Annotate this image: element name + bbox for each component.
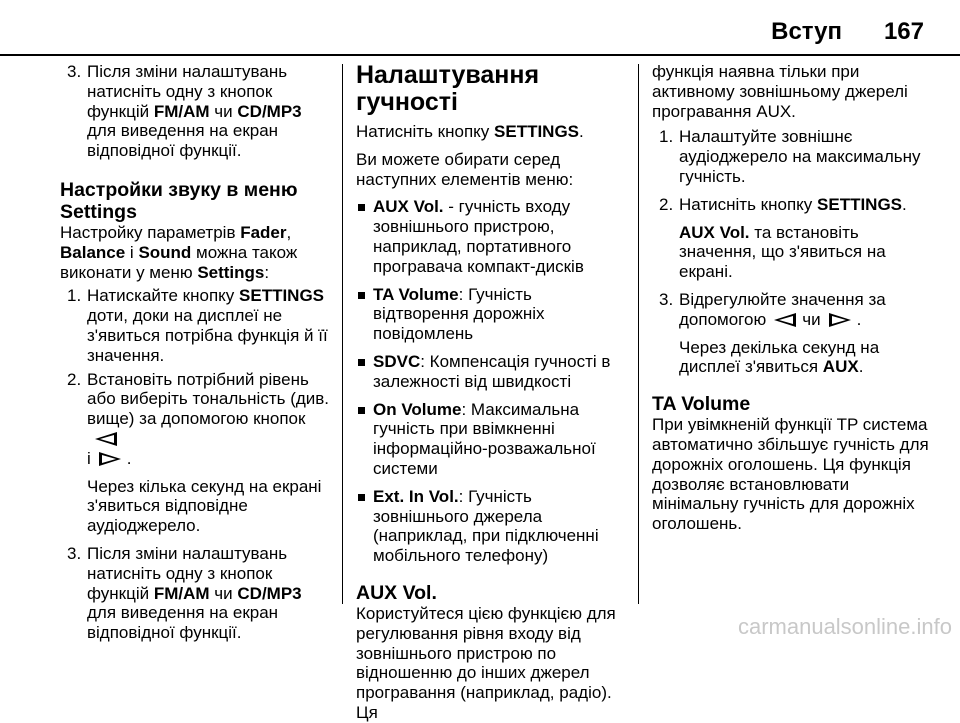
- item-text: для виведення на екран відповідної функції.: [87, 603, 279, 643]
- paragraph: [652, 338, 932, 378]
- bullet-square-icon: [358, 494, 365, 501]
- menu-item-label: SDVC: [373, 351, 421, 371]
- paragraph: Через кілька секунд на екрані з'явиться відповідне аудіоджерело.: [87, 476, 322, 536]
- fader-label: Fader: [240, 222, 287, 242]
- paragraph: [652, 223, 932, 282]
- settings-button-label: SETTINGS: [494, 122, 580, 141]
- item-text: : Компенсація гучності в залежності від швидкості: [373, 351, 611, 391]
- text: Натисніть кнопку: [356, 122, 495, 141]
- item-text: .: [856, 309, 862, 329]
- header-rule: [0, 54, 960, 56]
- item-text: Натискайте кнопку: [87, 286, 240, 306]
- item-text: Після зміни налаштувань натисніть одну з кнопок функцій: [87, 543, 288, 603]
- list-number: 2.: [659, 194, 674, 214]
- item-text: : Гучність відтворення дорожніх повідомлень: [373, 284, 545, 344]
- page-title: Вступ: [771, 18, 842, 45]
- menu-item-label: Ext. In Vol.: [373, 486, 459, 506]
- column-divider: [342, 64, 343, 604]
- triangle-right-icon: [99, 452, 121, 466]
- triangle-right-icon: [829, 313, 851, 327]
- item-text: чи: [209, 583, 238, 603]
- item-text: : Гучність зовнішнього джерела (наприклад, при підключенні мобільного телефону): [373, 486, 599, 566]
- item-text: чи: [209, 101, 238, 121]
- cdmp3-button-label: CD/MP3: [237, 583, 302, 603]
- paragraph: При увімкненій функції TP система автоматично збільшує гучність для дорожніх оголошень. Ця функція дозволяє встановлювати мінімальну гучність для дорожніх оголошень.: [652, 415, 929, 534]
- menu-item-label: On Volume: [373, 399, 462, 419]
- section-heading: Налаштування гучності: [356, 61, 540, 116]
- column-right: [652, 62, 932, 534]
- list-item: [652, 195, 932, 215]
- paragraph: Користуйтеся цією функцією для регулювання рівня входу від зовнішнього пристрою по відношенню до інших джерел програвання (наприклад, радіо). Ця: [356, 603, 616, 722]
- item-text: : Максимальна гучність при ввімкненні інформаційно-розважальної системи: [373, 399, 596, 478]
- page-header: [0, 0, 960, 56]
- item-text: Після зміни налаштувань натисніть одну з кнопок функцій: [87, 62, 288, 121]
- item-text: Встановіть потрібний рівень або виберіть тональність (див. вище) за допомогою кнопок: [87, 369, 330, 429]
- section-heading: AUX Vol.: [356, 581, 437, 604]
- item-text: Налаштуйте зовнішнє аудіоджерело на максимальну гучність.: [679, 127, 921, 186]
- list-item: [652, 290, 932, 330]
- list-number: 3.: [67, 543, 82, 563]
- page-number: 167: [883, 18, 924, 45]
- text: можна також виконати у меню: [60, 242, 298, 282]
- bullet-square-icon: [358, 359, 365, 366]
- item-text: чи: [802, 309, 821, 329]
- bullet-square-icon: [358, 204, 365, 211]
- section-heading: TA Volume: [652, 393, 751, 416]
- item-text: Натисніть кнопку: [679, 194, 818, 214]
- item-text: Через декілька секунд на дисплеї з'явиться: [679, 337, 880, 377]
- bullet-item: [356, 197, 626, 276]
- bullet-item: [356, 487, 626, 566]
- paragraph: [60, 223, 330, 282]
- item-text: .: [858, 357, 864, 377]
- list-number: 1.: [67, 286, 82, 306]
- item-text: - гучність входу зовнішнього пристрою, наприклад, портативного програвача компакт-дисків: [373, 197, 584, 276]
- bullet-square-icon: [358, 292, 365, 299]
- sound-label: Sound: [138, 242, 192, 262]
- text: ,: [286, 222, 292, 242]
- menu-item-label: AUX Vol.: [373, 197, 444, 217]
- item-text: та встановіть значення, що з'явиться на екрані.: [679, 222, 886, 282]
- list-number: 3.: [659, 289, 674, 309]
- text: .: [579, 122, 584, 141]
- item-text: .: [126, 448, 132, 468]
- paragraph: [356, 122, 626, 142]
- fmam-button-label: FM/AM: [153, 101, 210, 121]
- watermark-text: carmanualsonline.info: [737, 614, 952, 639]
- column-middle: [356, 62, 626, 723]
- list-number: 1.: [659, 127, 674, 147]
- item-text: .: [902, 194, 907, 214]
- item-text: і: [87, 448, 91, 468]
- column-divider: [638, 64, 639, 604]
- settings-label: Settings: [197, 262, 265, 282]
- settings-button-label: SETTINGS: [817, 194, 903, 214]
- bullet-item: [356, 352, 626, 392]
- paragraph: Ви можете обирати серед наступних елементів меню:: [356, 149, 574, 189]
- bullet-square-icon: [358, 407, 365, 414]
- bullet-item: [356, 285, 626, 344]
- column-left: [60, 62, 330, 643]
- item-text: Відрегулюйте значення за допомогою: [679, 289, 886, 329]
- section-heading: Настройки звуку в меню Settings: [60, 178, 298, 223]
- text: Настройку параметрів: [60, 222, 241, 242]
- balance-label: Balance: [60, 242, 126, 262]
- aux-label: AUX: [822, 357, 859, 377]
- text: :: [264, 262, 270, 282]
- list-item: [652, 127, 932, 186]
- cdmp3-button-label: CD/MP3: [237, 101, 302, 121]
- list-item: [60, 286, 330, 365]
- list-number: 3.: [67, 62, 82, 81]
- bullet-item: [356, 400, 626, 479]
- menu-item-label: TA Volume: [373, 284, 459, 304]
- triangle-left-icon: [774, 313, 796, 327]
- list-number: 2.: [67, 369, 82, 389]
- text: і: [125, 242, 139, 262]
- fmam-button-label: FM/AM: [153, 583, 210, 603]
- triangle-left-icon: [95, 432, 117, 446]
- list-item: [60, 544, 330, 643]
- paragraph: функція наявна тільки при активному зовнішньому джерелі програвання AUX.: [652, 62, 908, 121]
- aux-vol-label: AUX Vol.: [679, 222, 750, 242]
- list-item: [60, 370, 330, 469]
- item-text: для виведення на екран відповідної функції.: [87, 121, 279, 161]
- list-item: [60, 62, 330, 161]
- item-text: доти, доки на дисплеї не з'явиться потрібна функція й її значення.: [87, 306, 328, 365]
- settings-button-label: SETTINGS: [239, 286, 325, 306]
